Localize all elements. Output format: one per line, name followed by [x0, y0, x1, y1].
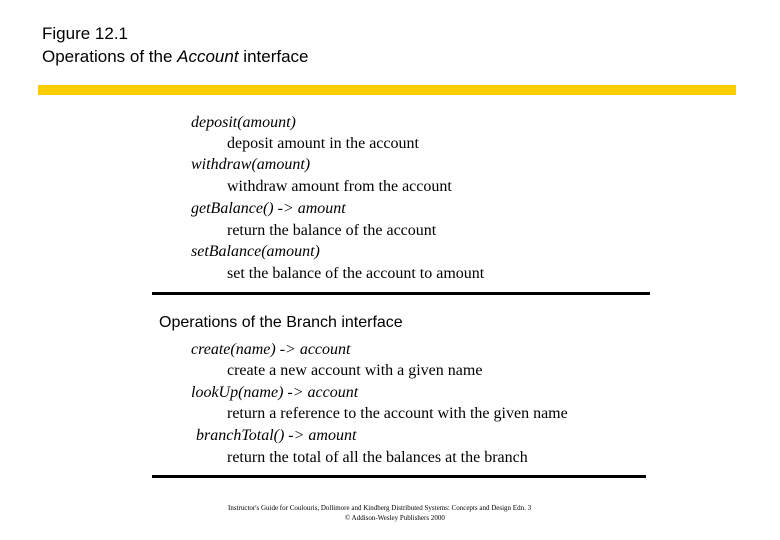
operation-description: return the balance of the account [227, 222, 437, 239]
operation-signature: withdraw(amount) [191, 156, 311, 173]
caption-emphasis: Account [177, 47, 239, 66]
divider-rule [152, 475, 646, 478]
operation-signature: getBalance() -> amount [191, 200, 346, 217]
divider-rule [152, 292, 650, 295]
operation-signature: deposit(amount) [191, 114, 296, 131]
operation-signature: lookUp(name) -> account [191, 384, 359, 401]
section-heading: Operations of the Branch interface [159, 314, 403, 331]
operation-description: deposit amount in the account [227, 135, 419, 152]
operation-signature: setBalance(amount) [191, 243, 320, 260]
caption-prefix: Operations of the [42, 47, 178, 66]
footer-copyright: © Addison-Wesley Publishers 2000 [345, 514, 445, 522]
accent-bar [38, 85, 736, 95]
operation-description: create a new account with a given name [227, 362, 483, 379]
footer-credit: Instructor's Guide for Coulouris, Dollimore and Kindberg Distributed Systems: Concepts and Design Edn. 3 [228, 504, 532, 512]
operation-signature: branchTotal() -> amount [196, 427, 357, 444]
operation-description: return a reference to the account with the given name [227, 405, 568, 422]
operation-description: withdraw amount from the account [227, 178, 452, 195]
caption-suffix: interface [238, 47, 309, 66]
operation-description: set the balance of the account to amount [227, 265, 485, 282]
operation-signature: create(name) -> account [191, 341, 351, 358]
figure-caption [42, 47, 309, 67]
operation-description: return the total of all the balances at the branch [227, 449, 528, 466]
figure-label: Figure 12.1 [42, 24, 128, 43]
